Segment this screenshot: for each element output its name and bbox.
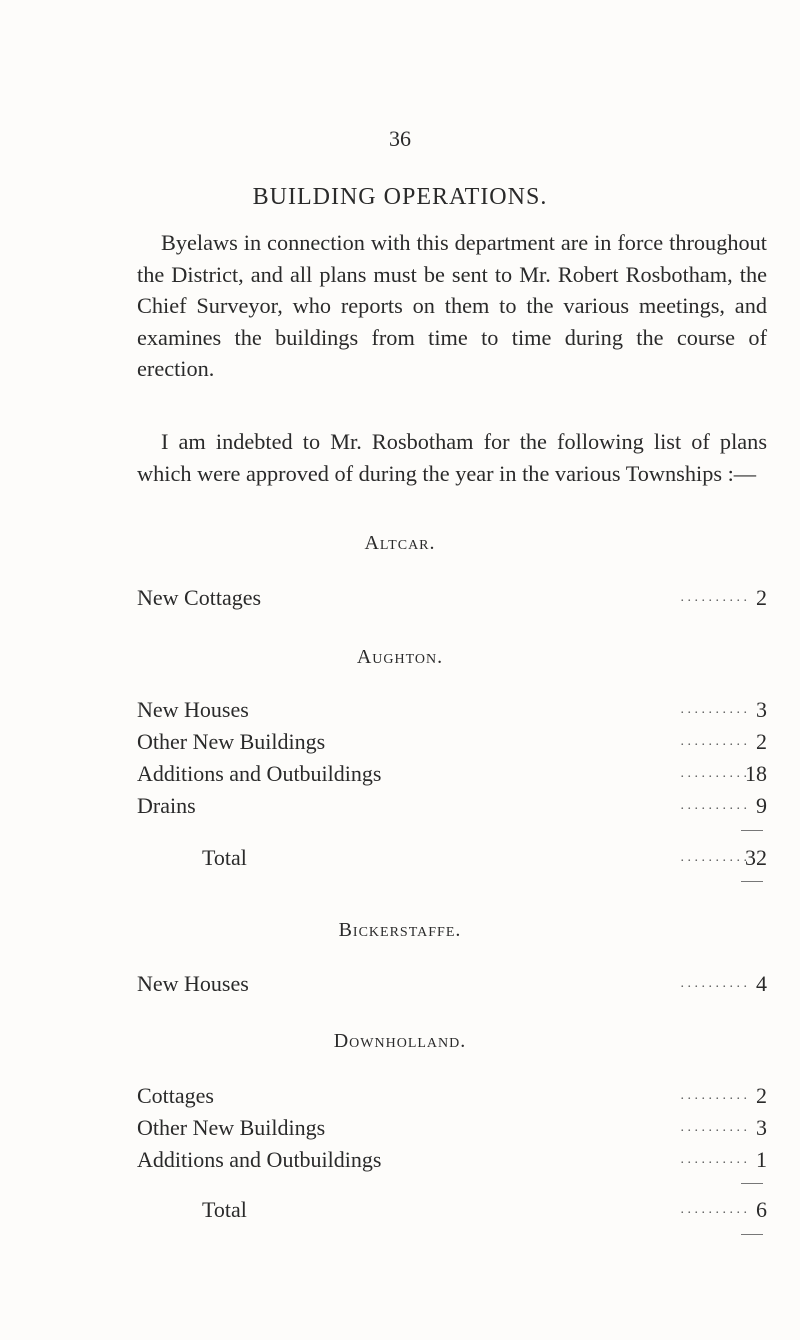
row-value: 2: [756, 1083, 767, 1108]
row-label: New Cottages: [137, 585, 262, 610]
table-row: [137, 758, 767, 790]
row-label: Additions and Outbuildings: [137, 761, 382, 786]
table-row: [137, 1144, 767, 1176]
intro-paragraph: Byelaws in connection with this department are in force throughout the District, and all plans must be sent to Mr. Robert Rosbotham, the Chief Surveyor, who reports on them to the various meetings, and examines the buildings from time to time during the course of erection.: [137, 230, 767, 381]
row-label: Additions and Outbuildings: [137, 1147, 382, 1172]
table-row: [137, 1112, 767, 1144]
dot-leader: . . . . . . . . . .: [680, 702, 747, 717]
dot-leader: . . . . . . . . . .: [680, 798, 747, 813]
row-label: Other New Buildings: [137, 1115, 326, 1140]
page-heading: BUILDING OPERATIONS.: [252, 184, 548, 210]
row-value: 3: [756, 697, 767, 722]
row-value: 3: [756, 1115, 767, 1140]
total-value: 32: [745, 845, 767, 870]
list-intro-paragraph: I am indebted to Mr. Rosbotham for the following list of plans which were approved of during the year in the various Townships :—: [137, 429, 767, 486]
dot-leader: . . . . . . . . . .: [680, 1120, 747, 1135]
total-label: Total: [202, 1197, 247, 1222]
row-value: 4: [756, 971, 767, 996]
table-row: [137, 968, 767, 1000]
total-row: [137, 1194, 767, 1226]
table-row: [137, 790, 767, 822]
page-number: 36: [389, 126, 411, 151]
sum-rule: [741, 830, 763, 831]
table-row: [137, 726, 767, 758]
dot-leader: . . . . . . . . . .: [680, 976, 747, 991]
row-label: Other New Buildings: [137, 729, 326, 754]
dot-leader: . . . . . . . . . .: [680, 850, 747, 865]
sum-rule: [741, 881, 763, 882]
row-label: Drains: [137, 793, 196, 818]
dot-leader: . . . . . . . . . .: [680, 1088, 747, 1103]
total-row: [137, 842, 767, 874]
row-value: 2: [756, 585, 767, 610]
section-title-downholland: Downholland.: [333, 1030, 467, 1052]
dot-leader: . . . . . . . . . .: [680, 766, 747, 781]
row-value: 9: [756, 793, 767, 818]
dot-leader: . . . . . . . . . .: [680, 590, 747, 605]
section-title-altcar: Altcar.: [364, 532, 436, 554]
row-label: New Houses: [137, 697, 249, 722]
total-label: Total: [202, 845, 247, 870]
table-row: [137, 582, 767, 614]
dot-leader: . . . . . . . . . .: [680, 1202, 747, 1217]
total-value: 6: [756, 1197, 767, 1222]
sum-rule: [741, 1234, 763, 1235]
section-title-aughton: Aughton.: [356, 646, 444, 668]
row-value: 18: [745, 761, 767, 786]
row-value: 2: [756, 729, 767, 754]
section-title-bickerstaffe: Bickerstaffe.: [338, 919, 462, 941]
dot-leader: . . . . . . . . . .: [680, 734, 747, 749]
table-row: [137, 694, 767, 726]
sum-rule: [741, 1183, 763, 1184]
dot-leader: . . . . . . . . . .: [680, 1152, 747, 1167]
table-row: [137, 1080, 767, 1112]
row-label: New Houses: [137, 971, 249, 996]
row-label: Cottages: [137, 1083, 214, 1108]
row-value: 1: [756, 1147, 767, 1172]
